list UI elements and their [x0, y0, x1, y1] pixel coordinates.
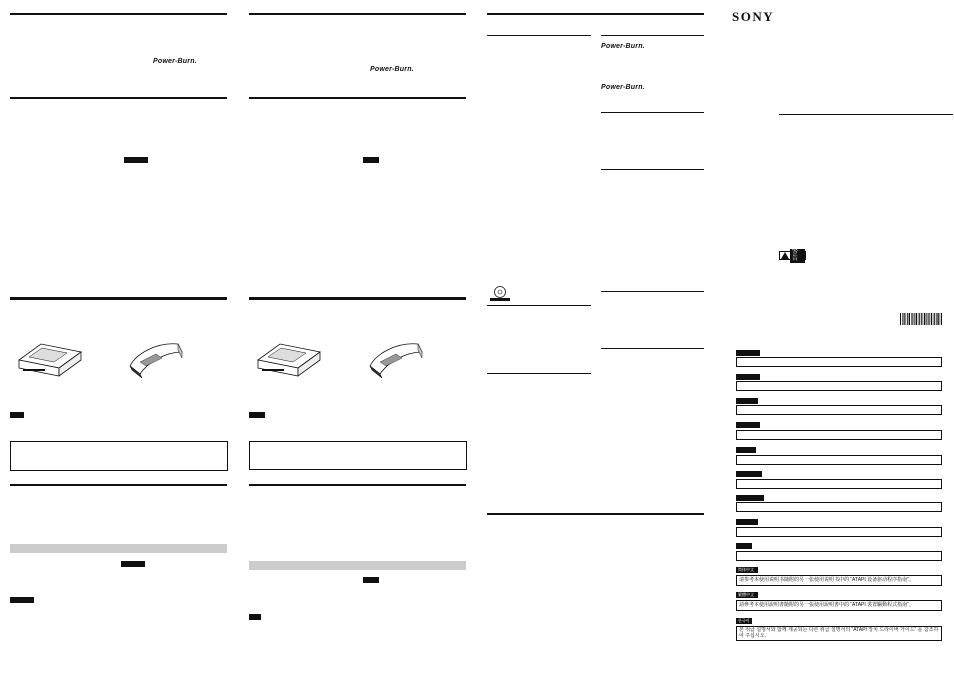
col3a-rule-3 — [487, 373, 591, 374]
lang-tab-5 — [736, 447, 756, 453]
barcode-image — [900, 313, 942, 325]
col2-note-tag — [249, 412, 265, 418]
internal-drive-illustration — [15, 338, 85, 378]
warning-triangle-icon — [781, 252, 789, 259]
col2-section-rule-3 — [249, 484, 466, 486]
col2-black-tag-3 — [249, 614, 261, 620]
lang-box-8 — [736, 527, 942, 537]
col1-top-rule — [10, 13, 227, 15]
col1-black-tag-3 — [10, 597, 34, 603]
external-drive-illustration — [126, 336, 186, 380]
lang-tab-4 — [736, 422, 760, 428]
lang-tab-9 — [736, 543, 752, 549]
lang-tab-8 — [736, 519, 758, 525]
col3b-rule-5 — [601, 348, 704, 349]
external-drive-illustration — [366, 336, 426, 380]
lang-box-4 — [736, 430, 942, 440]
lang-tab-1 — [736, 350, 760, 356]
col1-note-tag — [10, 412, 24, 418]
lang-tab-6 — [736, 471, 762, 477]
col1-section-rule — [10, 97, 227, 99]
lang-tab-simplified-chinese: 简体中文 — [736, 567, 758, 573]
lang-tab-3 — [736, 398, 758, 404]
col3b-rule-4 — [601, 291, 704, 292]
col2-black-tag — [363, 157, 379, 163]
lang-box-3 — [736, 405, 942, 415]
col3-bottom-rule — [487, 513, 704, 515]
col1-black-tag — [124, 157, 148, 163]
col3-top-rule — [487, 13, 704, 15]
col1-grey-bar — [10, 544, 227, 553]
col2-section-rule — [249, 97, 466, 99]
col1-black-tag-2 — [121, 561, 145, 567]
warning-text: 警告 — [790, 249, 805, 263]
power-burn-logo: Power-Burn. — [601, 84, 645, 91]
col2-note-box — [249, 441, 467, 470]
sony-logo: SONY — [732, 9, 775, 24]
col2-black-tag-2 — [363, 577, 379, 583]
lang-box-7 — [736, 502, 942, 512]
col2-grey-bar — [249, 561, 466, 570]
col3b-rule-2 — [601, 112, 704, 113]
col1-note-box — [10, 441, 228, 471]
lang-tab-korean: 한국어 — [736, 618, 752, 624]
col3b-rule-3 — [601, 169, 704, 170]
lang-box-traditional-chinese: 請參考本使用說明書隨附的另一張使用說明書中的 “ATAPI 裝置驅動程式指南”。 — [736, 600, 942, 611]
power-burn-logo: Power-Burn. — [153, 58, 197, 65]
power-burn-logo: Power-Burn. — [601, 43, 645, 50]
lang-box-5 — [736, 455, 942, 465]
lang-box-1 — [736, 357, 942, 367]
warning-label — [779, 248, 806, 262]
lang-box-2 — [736, 381, 942, 391]
col3b-rule — [601, 35, 704, 36]
lang-box-9 — [736, 551, 942, 561]
col1-section-rule-2 — [10, 297, 227, 300]
lang-box-6 — [736, 479, 942, 489]
col3a-rule-2 — [487, 305, 591, 306]
col3a-rule — [487, 35, 591, 36]
internal-drive-illustration — [254, 338, 324, 378]
compact-disc-logo-icon — [489, 286, 511, 302]
col2-section-rule-2 — [249, 297, 466, 300]
col2-top-rule — [249, 13, 466, 15]
lang-box-simplified-chinese: 请参考本使用说明书随附的另一张使用说明书中的 “ATAPI 设备驱动程序指南”。 — [736, 575, 942, 586]
lang-box-korean: 본 취급 설명서와 함께 제공되는 다른 취급 설명서의 “ATAPI 장치 드라이버 가이드” 를 참조하여 주십시오. — [736, 626, 942, 641]
cover-title-rule — [779, 114, 953, 115]
lang-tab-7 — [736, 495, 764, 501]
lang-tab-traditional-chinese: 繁體中文 — [736, 592, 758, 598]
lang-tab-2 — [736, 374, 760, 380]
col1-section-rule-3 — [10, 484, 227, 486]
power-burn-logo: Power-Burn. — [370, 66, 414, 73]
